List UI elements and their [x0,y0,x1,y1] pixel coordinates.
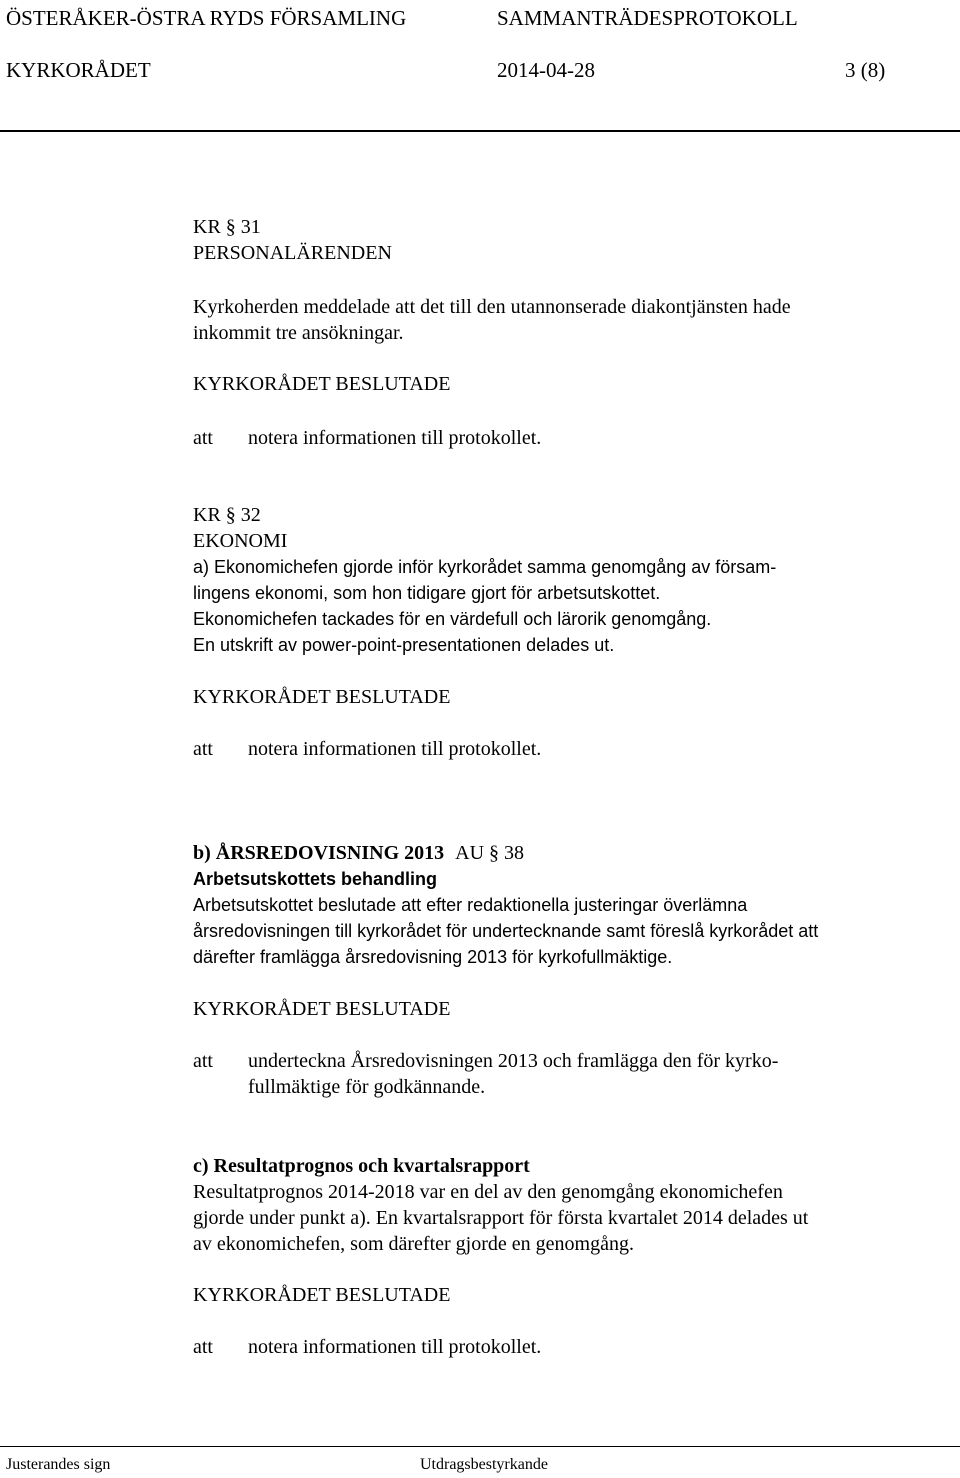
header-rule [0,130,960,132]
kr32-title: EKONOMI [193,530,288,552]
kr32-c-decision: notera informationen till protokollet. [248,1336,542,1358]
kr32-c-line2: gjorde under punkt a). En kvartalsrapport för första kvartalet 2014 delades ut [193,1207,809,1229]
kr32-c-att: att [193,1336,213,1358]
org-name: ÖSTERÅKER-ÖSTRA RYDS FÖRSAMLING [6,6,407,30]
kr32-a-line4: En utskrift av power-point-presentationen delades ut. [193,635,615,655]
kr32-a-line3: Ekonomichefen tackades för en värdefull och lärorik genomgång. [193,609,712,629]
kr32-b-line3: därefter framlägga årsredovisning 2013 för kyrkofullmäktige. [193,947,673,967]
kr32-a-decision-heading: KYRKORÅDET BESLUTADE [193,686,451,708]
kr32-a-line1: a) Ekonomichefen gjorde inför kyrkorådet samma genomgång av försam- [193,557,777,577]
kr32-c-line1: Resultatprognos 2014-2018 var en del av den genomgång ekonomichefen [193,1181,783,1203]
footer-certification-label: Utdragsbestyrkande [420,1456,548,1473]
document-type: SAMMANTRÄDESPROTOKOLL [497,6,798,30]
kr32-a-att: att [193,738,213,760]
meeting-date: 2014-04-28 [497,58,595,82]
kr32-b-title: b) ÅRSREDOVISNING 2013 [193,842,445,864]
kr32-b-line1: Arbetsutskottet beslutade att efter redaktionella justeringar överlämna [193,895,748,915]
kr32-b-line2: årsredovisningen till kyrkorådet för undertecknande samt föreslå kyrkorådet att [193,921,819,941]
footer-signature-label: Justerandes sign [6,1456,111,1473]
kr32-b-heading [193,840,524,866]
footer-rule [0,1446,960,1447]
kr32-b-decision-line2: fullmäktige för godkännande. [248,1076,486,1098]
kr32-b-decision-heading: KYRKORÅDET BESLUTADE [193,998,451,1020]
kr31-decision-heading: KYRKORÅDET BESLUTADE [193,373,451,395]
kr31-number: KR § 31 [193,216,261,238]
kr32-c-decision-heading: KYRKORÅDET BESLUTADE [193,1284,451,1306]
kr32-c-title: c) Resultatprognos och kvartalsrapport [193,1155,530,1177]
kr32-b-decision-line1: underteckna Årsredovisningen 2013 och framlägga den för kyrko- [248,1050,779,1072]
kr32-b-subtitle: Arbetsutskottets behandling [193,869,438,889]
meeting-body: KYRKORÅDET [6,58,151,82]
kr32-a-line2: lingens ekonomi, som hon tidigare gjort för arbetsutskottet. [193,583,661,603]
kr31-decision: notera informationen till protokollet. [248,427,542,449]
kr31-att: att [193,427,213,449]
kr32-b-ref: AU § 38 [455,842,525,864]
kr32-number: KR § 32 [193,504,261,526]
kr32-b-att: att [193,1050,213,1072]
kr31-text-line1: Kyrkoherden meddelade att det till den utannonserade diakontjänsten hade [193,296,791,318]
kr31-text-line2: inkommit tre ansökningar. [193,322,404,344]
page-number: 3 (8) [845,58,886,82]
kr32-c-line3: av ekonomichefen, som därefter gjorde en genomgång. [193,1233,634,1255]
kr32-a-decision: notera informationen till protokollet. [248,738,542,760]
kr31-title: PERSONALÄRENDEN [193,242,392,264]
